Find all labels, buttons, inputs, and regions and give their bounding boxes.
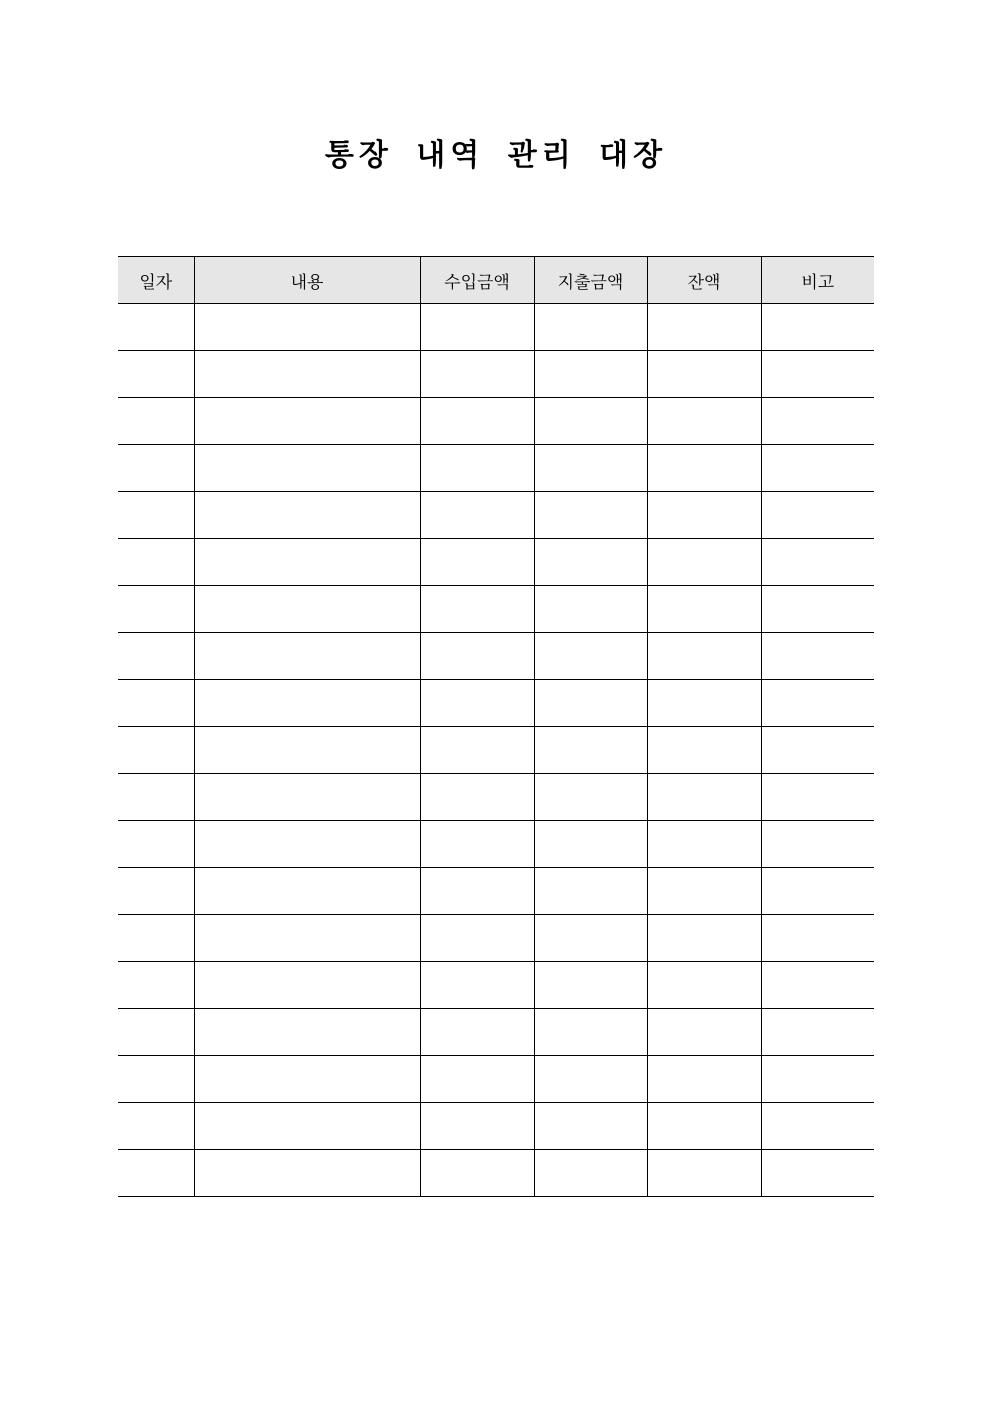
table-row	[118, 398, 874, 445]
table-row	[118, 774, 874, 821]
table-row	[118, 492, 874, 539]
cell-description[interactable]	[194, 351, 420, 398]
table-row	[118, 868, 874, 915]
cell-income[interactable]	[420, 304, 534, 351]
cell-expense[interactable]	[534, 774, 647, 821]
cell-description[interactable]	[194, 962, 420, 1009]
column-header-description: 내용	[194, 257, 420, 304]
cell-income[interactable]	[420, 821, 534, 868]
cell-income[interactable]	[420, 586, 534, 633]
table-row	[118, 539, 874, 586]
cell-date[interactable]	[118, 1150, 194, 1197]
cell-date[interactable]	[118, 304, 194, 351]
page-title: 통장 내역 관리 대장	[324, 138, 668, 173]
cell-description[interactable]	[194, 821, 420, 868]
table-row	[118, 680, 874, 727]
cell-balance[interactable]	[647, 445, 761, 492]
cell-note[interactable]	[761, 1009, 874, 1056]
cell-income[interactable]	[420, 398, 534, 445]
cell-balance[interactable]	[647, 633, 761, 680]
cell-note[interactable]	[761, 304, 874, 351]
cell-expense[interactable]	[534, 398, 647, 445]
cell-balance[interactable]	[647, 1056, 761, 1103]
cell-note[interactable]	[761, 915, 874, 962]
table-header-row	[118, 257, 874, 304]
cell-balance[interactable]	[647, 915, 761, 962]
cell-balance[interactable]	[647, 398, 761, 445]
cell-note[interactable]	[761, 868, 874, 915]
cell-income[interactable]	[420, 1103, 534, 1150]
column-header-income: 수입금액	[420, 257, 534, 304]
cell-date[interactable]	[118, 492, 194, 539]
cell-note[interactable]	[761, 633, 874, 680]
cell-date[interactable]	[118, 868, 194, 915]
cell-date[interactable]	[118, 445, 194, 492]
cell-balance[interactable]	[647, 727, 761, 774]
cell-note[interactable]	[761, 586, 874, 633]
cell-balance[interactable]	[647, 821, 761, 868]
cell-description[interactable]	[194, 727, 420, 774]
cell-date[interactable]	[118, 539, 194, 586]
cell-note[interactable]	[761, 398, 874, 445]
column-header-expense: 지출금액	[534, 257, 647, 304]
cell-note[interactable]	[761, 680, 874, 727]
cell-balance[interactable]	[647, 962, 761, 1009]
ledger-table	[118, 256, 874, 1197]
cell-income[interactable]	[420, 492, 534, 539]
cell-note[interactable]	[761, 774, 874, 821]
cell-expense[interactable]	[534, 962, 647, 1009]
cell-note[interactable]	[761, 539, 874, 586]
cell-expense[interactable]	[534, 868, 647, 915]
table-row	[118, 1150, 874, 1197]
cell-date[interactable]	[118, 727, 194, 774]
cell-date[interactable]	[118, 586, 194, 633]
cell-description[interactable]	[194, 586, 420, 633]
cell-income[interactable]	[420, 1056, 534, 1103]
cell-description[interactable]	[194, 680, 420, 727]
cell-description[interactable]	[194, 1056, 420, 1103]
cell-expense[interactable]	[534, 915, 647, 962]
cell-description[interactable]	[194, 633, 420, 680]
cell-description[interactable]	[194, 492, 420, 539]
cell-balance[interactable]	[647, 868, 761, 915]
cell-income[interactable]	[420, 633, 534, 680]
cell-date[interactable]	[118, 680, 194, 727]
cell-description[interactable]	[194, 1150, 420, 1197]
table-row	[118, 304, 874, 351]
table-row	[118, 727, 874, 774]
cell-expense[interactable]	[534, 539, 647, 586]
table-row	[118, 1103, 874, 1150]
cell-expense[interactable]	[534, 680, 647, 727]
cell-balance[interactable]	[647, 539, 761, 586]
cell-note[interactable]	[761, 1056, 874, 1103]
cell-income[interactable]	[420, 680, 534, 727]
cell-date[interactable]	[118, 821, 194, 868]
cell-income[interactable]	[420, 915, 534, 962]
cell-description[interactable]	[194, 445, 420, 492]
cell-date[interactable]	[118, 915, 194, 962]
table-row	[118, 821, 874, 868]
cell-description[interactable]	[194, 1009, 420, 1056]
cell-balance[interactable]	[647, 586, 761, 633]
cell-date[interactable]	[118, 1103, 194, 1150]
cell-date[interactable]	[118, 962, 194, 1009]
cell-description[interactable]	[194, 398, 420, 445]
table-row	[118, 633, 874, 680]
cell-date[interactable]	[118, 398, 194, 445]
cell-expense[interactable]	[534, 633, 647, 680]
table-row	[118, 586, 874, 633]
cell-balance[interactable]	[647, 680, 761, 727]
cell-description[interactable]	[194, 539, 420, 586]
cell-date[interactable]	[118, 351, 194, 398]
cell-expense[interactable]	[534, 351, 647, 398]
table-row	[118, 915, 874, 962]
table-row	[118, 351, 874, 398]
table-row	[118, 1009, 874, 1056]
cell-balance[interactable]	[647, 1009, 761, 1056]
column-header-balance: 잔액	[647, 257, 761, 304]
cell-income[interactable]	[420, 1150, 534, 1197]
cell-expense[interactable]	[534, 492, 647, 539]
cell-balance[interactable]	[647, 774, 761, 821]
cell-expense[interactable]	[534, 304, 647, 351]
cell-income[interactable]	[420, 539, 534, 586]
cell-income[interactable]	[420, 1009, 534, 1056]
cell-income[interactable]	[420, 774, 534, 821]
cell-description[interactable]	[194, 1103, 420, 1150]
table-row	[118, 962, 874, 1009]
cell-date[interactable]	[118, 774, 194, 821]
cell-note[interactable]	[761, 821, 874, 868]
cell-expense[interactable]	[534, 445, 647, 492]
cell-balance[interactable]	[647, 351, 761, 398]
cell-note[interactable]	[761, 962, 874, 1009]
cell-income[interactable]	[420, 445, 534, 492]
cell-description[interactable]	[194, 868, 420, 915]
cell-note[interactable]	[761, 727, 874, 774]
cell-note[interactable]	[761, 351, 874, 398]
table-row	[118, 1056, 874, 1103]
table-row	[118, 445, 874, 492]
cell-balance[interactable]	[647, 492, 761, 539]
cell-expense[interactable]	[534, 1056, 647, 1103]
cell-expense[interactable]	[534, 727, 647, 774]
cell-date[interactable]	[118, 1009, 194, 1056]
cell-expense[interactable]	[534, 586, 647, 633]
cell-description[interactable]	[194, 915, 420, 962]
cell-expense[interactable]	[534, 1150, 647, 1197]
cell-description[interactable]	[194, 304, 420, 351]
cell-note[interactable]	[761, 492, 874, 539]
cell-income[interactable]	[420, 868, 534, 915]
cell-income[interactable]	[420, 962, 534, 1009]
cell-note[interactable]	[761, 445, 874, 492]
cell-note[interactable]	[761, 1103, 874, 1150]
cell-date[interactable]	[118, 633, 194, 680]
cell-income[interactable]	[420, 727, 534, 774]
cell-description[interactable]	[194, 774, 420, 821]
cell-date[interactable]	[118, 1056, 194, 1103]
column-header-note: 비고	[761, 257, 874, 304]
cell-expense[interactable]	[534, 1009, 647, 1056]
cell-balance[interactable]	[647, 1150, 761, 1197]
cell-balance[interactable]	[647, 1103, 761, 1150]
cell-income[interactable]	[420, 351, 534, 398]
column-header-date: 일자	[118, 257, 194, 304]
cell-note[interactable]	[761, 1150, 874, 1197]
cell-expense[interactable]	[534, 821, 647, 868]
cell-expense[interactable]	[534, 1103, 647, 1150]
cell-balance[interactable]	[647, 304, 761, 351]
